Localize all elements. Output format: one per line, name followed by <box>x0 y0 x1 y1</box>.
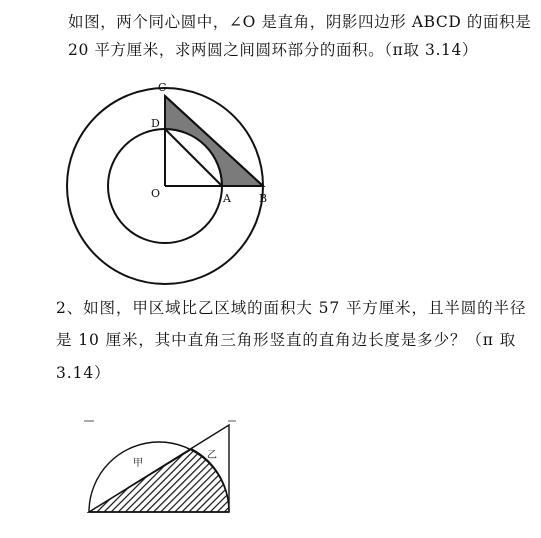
label-c: C <box>158 81 167 94</box>
label-b: B <box>259 192 268 205</box>
label-a: A <box>223 192 231 205</box>
label-o: O <box>151 187 161 200</box>
problem2-line1: 2、如图，甲区域比乙区域的面积大 57 平方厘米，且半圆的半径 <box>56 299 527 317</box>
problem2-line3: 3.14） <box>56 364 111 382</box>
chord-cb <box>165 96 263 186</box>
label-yi: 乙 <box>207 450 217 461</box>
problem1-line1: 如图，两个同心圆中，∠O 是直角，阴影四边形 ABCD 的面积是 <box>68 13 532 31</box>
label-d: D <box>151 117 160 130</box>
semicircle-triangle-figure <box>84 421 236 512</box>
problem1-line2: 20 平方厘米，求两圆之间圆环部分的面积。（π取 3.14） <box>68 41 479 59</box>
concentric-circles-figure <box>67 81 267 284</box>
problem2-line2: 是 10 厘米，其中直角三角形竖直的直角边长度是多少？（π 取 <box>56 331 517 349</box>
label-jia: 甲 <box>133 458 143 469</box>
